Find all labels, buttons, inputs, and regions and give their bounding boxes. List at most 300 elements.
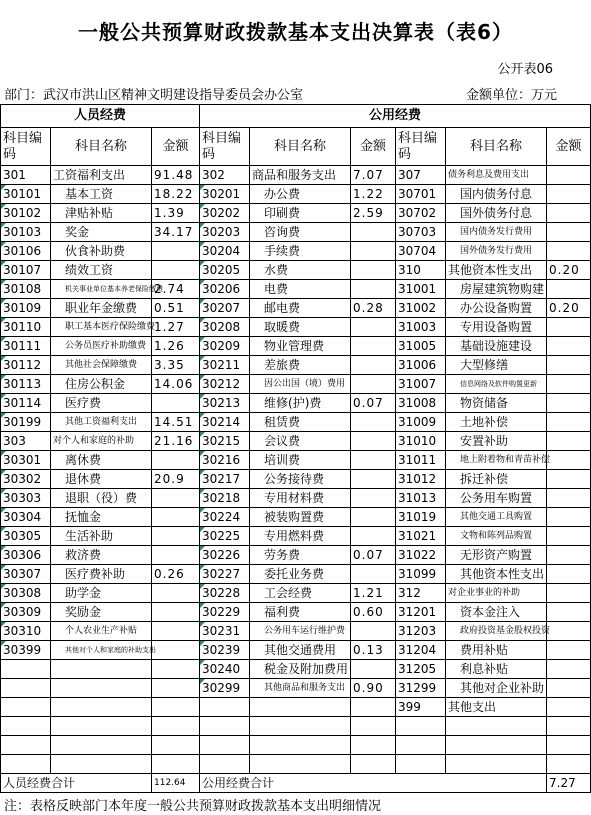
subject-code-cell: 30114 (1, 394, 51, 413)
subject-code-cell: 30702 (396, 204, 446, 223)
subject-code-cell: 31201 (396, 603, 446, 622)
subject-name-cell: 公务用车运行维护费 (250, 622, 351, 641)
subject-name-cell: 对个人和家庭的补助 (51, 432, 152, 451)
subject-name-cell: 文物和陈列品购置 (446, 527, 547, 546)
subject-code-cell: 30208 (200, 318, 250, 337)
subject-code-cell: 30204 (200, 242, 250, 261)
table-row (1, 698, 591, 717)
subject-name-cell: 培训费 (250, 451, 351, 470)
subject-code-cell: 30214 (200, 413, 250, 432)
subject-code-cell: 30306 (1, 546, 51, 565)
amount-cell (152, 679, 200, 698)
subject-name-cell: 印刷费 (250, 204, 351, 223)
amount-cell: 0.20 (547, 299, 591, 318)
subject-code-cell: 30217 (200, 470, 250, 489)
subject-code-cell: 30107 (1, 261, 51, 280)
table-row (1, 375, 591, 394)
subject-name-cell: 办公费 (250, 185, 351, 204)
subject-name-cell: 大型修缮 (446, 356, 547, 375)
name-header: 科目名称 (446, 128, 547, 166)
subject-code-cell: 31021 (396, 527, 446, 546)
subject-code-cell: 30106 (1, 242, 51, 261)
subject-code-cell: 30226 (200, 546, 250, 565)
subject-name-cell: 其他对个人和家庭的补助支出 (51, 641, 152, 660)
amount-cell (351, 698, 396, 717)
subject-name-cell: 咨询费 (250, 223, 351, 242)
subject-name-cell: 机关事业单位基本养老保险缴费 (51, 280, 152, 299)
table-row (1, 527, 591, 546)
name-header: 科目名称 (250, 128, 351, 166)
subject-name-cell: 水费 (250, 261, 351, 280)
amount-cell (547, 527, 591, 546)
subject-name-cell (250, 698, 351, 717)
amount-cell (152, 451, 200, 470)
amount-cell (547, 242, 591, 261)
subject-name-cell: 对企业事业的补助 (446, 584, 547, 603)
amount-cell: 1.39 (152, 204, 200, 223)
subject-name-cell: 物业管理费 (250, 337, 351, 356)
amount-cell (152, 242, 200, 261)
amount-unit-label: 金额单位：万元 (465, 88, 557, 103)
subject-code-cell: 30111 (1, 337, 51, 356)
subject-name-cell: 差旅费 (250, 356, 351, 375)
table-row (1, 432, 591, 451)
subject-name-cell: 职业年金缴费 (51, 299, 152, 318)
subject-code-cell: 30202 (200, 204, 250, 223)
subject-code-cell: 399 (396, 698, 446, 717)
amount-cell (152, 622, 200, 641)
amount-cell (351, 337, 396, 356)
amount-cell: 14.51 (152, 413, 200, 432)
subject-name-cell: 工资福利支出 (51, 166, 152, 185)
subject-name-cell: 医疗费 (51, 394, 152, 413)
amount-cell (547, 223, 591, 242)
amount-cell: 0.07 (351, 394, 396, 413)
subject-code-cell: 31299 (396, 679, 446, 698)
amount-cell: 91.48 (152, 166, 200, 185)
amount-cell (547, 603, 591, 622)
subject-name-cell (51, 660, 152, 679)
code-header: 科目编码 (1, 128, 51, 166)
amount-cell (351, 451, 396, 470)
amount-cell (547, 451, 591, 470)
subject-name-cell: 税金及附加费用 (250, 660, 351, 679)
subject-code-cell: 30203 (200, 223, 250, 242)
amount-cell (152, 584, 200, 603)
subject-code-cell: 310 (396, 261, 446, 280)
subject-code-cell: 30307 (1, 565, 51, 584)
public-section-header: 公用经费 (200, 105, 591, 128)
subject-code-cell: 30305 (1, 527, 51, 546)
table-row (1, 261, 591, 280)
subject-code-cell: 31001 (396, 280, 446, 299)
subject-code-cell (1, 660, 51, 679)
amount-cell: 1.26 (152, 337, 200, 356)
name-header: 科目名称 (51, 128, 152, 166)
subject-name-cell: 费用补贴 (446, 641, 547, 660)
amount-cell (547, 394, 591, 413)
amount-cell (152, 261, 200, 280)
table-row (1, 451, 591, 470)
subject-code-cell: 30703 (396, 223, 446, 242)
blank-row (1, 717, 591, 736)
subject-code-cell: 30103 (1, 223, 51, 242)
table-row (1, 242, 591, 261)
subject-name-cell: 国内债务付息 (446, 185, 547, 204)
subject-code-cell: 30102 (1, 204, 51, 223)
subject-code-cell: 30239 (200, 641, 250, 660)
subject-code-cell: 31008 (396, 394, 446, 413)
amount-cell (152, 660, 200, 679)
amount-cell (152, 641, 200, 660)
subject-code-cell: 30308 (1, 584, 51, 603)
subject-code-cell: 31203 (396, 622, 446, 641)
subject-name-cell: 退休费 (51, 470, 152, 489)
amount-cell (351, 508, 396, 527)
amount-cell (547, 166, 591, 185)
subject-code-cell (1, 698, 51, 717)
subject-code-cell (200, 698, 250, 717)
subject-code-cell: 31005 (396, 337, 446, 356)
subject-name-cell: 职工基本医疗保险缴费 (51, 318, 152, 337)
subject-code-cell: 30211 (200, 356, 250, 375)
subject-code-cell: 31013 (396, 489, 446, 508)
subject-code-cell: 30704 (396, 242, 446, 261)
subject-code-cell: 30209 (200, 337, 250, 356)
table-row (1, 603, 591, 622)
subject-name-cell: 公务接待费 (250, 470, 351, 489)
blank-row (1, 755, 591, 774)
subject-name-cell: 公务用车购置 (446, 489, 547, 508)
subject-name-cell: 资本金注入 (446, 603, 547, 622)
subject-code-cell: 31012 (396, 470, 446, 489)
amount-header: 金额 (351, 128, 396, 166)
subject-code-cell: 307 (396, 166, 446, 185)
subject-name-cell (51, 698, 152, 717)
amount-cell (351, 660, 396, 679)
amount-cell (351, 261, 396, 280)
subject-name-cell: 其他交通工具购置 (446, 508, 547, 527)
subject-code-cell: 30227 (200, 565, 250, 584)
subject-code-cell: 30207 (200, 299, 250, 318)
amount-cell (547, 413, 591, 432)
code-header: 科目编码 (200, 128, 250, 166)
subject-name-cell: 商品和服务支出 (250, 166, 351, 185)
subject-code-cell: 30302 (1, 470, 51, 489)
amount-cell (547, 679, 591, 698)
subject-name-cell: 取暖费 (250, 318, 351, 337)
table-row (1, 280, 591, 299)
subject-code-cell: 30113 (1, 375, 51, 394)
subject-code-cell: 30228 (200, 584, 250, 603)
subject-name-cell (51, 679, 152, 698)
table-row (1, 641, 591, 660)
subject-name-cell: 土地补偿 (446, 413, 547, 432)
subject-name-cell: 其他社会保障缴费 (51, 356, 152, 375)
subject-name-cell: 被装购置费 (250, 508, 351, 527)
amount-cell (351, 622, 396, 641)
table-row (1, 223, 591, 242)
subject-code-cell: 30218 (200, 489, 250, 508)
amount-cell (547, 356, 591, 375)
amount-cell (351, 375, 396, 394)
amount-cell (152, 394, 200, 413)
expenditure-table (0, 104, 591, 793)
subject-name-cell: 福利费 (250, 603, 351, 622)
personnel-section-header: 人员经费 (1, 105, 200, 128)
subject-code-cell: 31010 (396, 432, 446, 451)
amount-cell (547, 432, 591, 451)
column-header-row (1, 128, 591, 166)
subject-code-cell: 31205 (396, 660, 446, 679)
subject-name-cell: 工会经费 (250, 584, 351, 603)
subject-name-cell: 公务员医疗补助缴费 (51, 337, 152, 356)
subject-code-cell: 30701 (396, 185, 446, 204)
subject-code-cell: 30224 (200, 508, 250, 527)
subject-name-cell: 会议费 (250, 432, 351, 451)
subject-name-cell: 房屋建筑物购建 (446, 280, 547, 299)
subject-name-cell: 个人农业生产补贴 (51, 622, 152, 641)
subject-code-cell: 30399 (1, 641, 51, 660)
amount-cell: 0.13 (351, 641, 396, 660)
subject-code-cell: 30299 (200, 679, 250, 698)
amount-cell (351, 489, 396, 508)
code-header: 科目编码 (396, 128, 446, 166)
amount-cell: 1.22 (351, 185, 396, 204)
subject-code-cell: 30213 (200, 394, 250, 413)
subject-name-cell: 因公出国（境）费用 (250, 375, 351, 394)
subject-code-cell: 30215 (200, 432, 250, 451)
subject-code-cell: 30110 (1, 318, 51, 337)
subject-name-cell: 国外债务付息 (446, 204, 547, 223)
subject-name-cell: 助学金 (51, 584, 152, 603)
table-row (1, 356, 591, 375)
subject-code-cell: 31204 (396, 641, 446, 660)
amount-cell: 0.60 (351, 603, 396, 622)
amount-cell (152, 546, 200, 565)
form-number: 公开表06 (497, 62, 553, 77)
amount-cell (351, 318, 396, 337)
amount-cell: 0.51 (152, 299, 200, 318)
table-row (1, 565, 591, 584)
page-title: 一般公共预算财政拨款基本支出决算表（表6） (78, 20, 513, 44)
amount-cell (547, 470, 591, 489)
amount-cell: 34.17 (152, 223, 200, 242)
subject-name-cell: 手续费 (250, 242, 351, 261)
subject-name-cell: 政府投资基金股权投资 (446, 622, 547, 641)
subject-code-cell: 31007 (396, 375, 446, 394)
subject-name-cell: 无形资产购置 (446, 546, 547, 565)
subject-name-cell: 电费 (250, 280, 351, 299)
table-row (1, 508, 591, 527)
subject-name-cell: 债务利息及费用支出 (446, 166, 547, 185)
table-row (1, 470, 591, 489)
subject-name-cell: 其他商品和服务支出 (250, 679, 351, 698)
subject-name-cell: 住房公积金 (51, 375, 152, 394)
subject-name-cell: 劳务费 (250, 546, 351, 565)
amount-cell (547, 584, 591, 603)
totals-row (1, 774, 591, 793)
subject-name-cell: 生活补助 (51, 527, 152, 546)
personnel-total-label: 人员经费合计 (1, 774, 152, 793)
amount-cell (547, 337, 591, 356)
subject-name-cell: 离休费 (51, 451, 152, 470)
amount-cell: 3.35 (152, 356, 200, 375)
table-row (1, 413, 591, 432)
amount-cell (152, 527, 200, 546)
table-row (1, 166, 591, 185)
subject-name-cell: 救济费 (51, 546, 152, 565)
table-row (1, 299, 591, 318)
subject-name-cell: 信息网络及软件购置更新 (446, 375, 547, 394)
amount-cell (547, 280, 591, 299)
section-header-row (1, 105, 591, 128)
subject-code-cell: 31019 (396, 508, 446, 527)
amount-cell: 0.90 (351, 679, 396, 698)
subject-code-cell: 30216 (200, 451, 250, 470)
amount-cell: 1.21 (351, 584, 396, 603)
subject-code-cell: 312 (396, 584, 446, 603)
amount-cell: 7.07 (351, 166, 396, 185)
subject-name-cell: 抚恤金 (51, 508, 152, 527)
amount-cell: 2.74 (152, 280, 200, 299)
subject-code-cell: 31011 (396, 451, 446, 470)
amount-cell (152, 489, 200, 508)
subject-name-cell: 利息补贴 (446, 660, 547, 679)
table-row (1, 660, 591, 679)
amount-cell (547, 375, 591, 394)
subject-code-cell: 30310 (1, 622, 51, 641)
subject-name-cell: 绩效工资 (51, 261, 152, 280)
amount-cell (547, 508, 591, 527)
subject-name-cell: 其他对企业补助 (446, 679, 547, 698)
subject-name-cell: 安置补助 (446, 432, 547, 451)
subject-code-cell: 30229 (200, 603, 250, 622)
amount-cell (351, 223, 396, 242)
subject-code-cell: 30225 (200, 527, 250, 546)
subject-name-cell: 医疗费补助 (51, 565, 152, 584)
subject-name-cell: 委托业务费 (250, 565, 351, 584)
personnel-total-amount: 112.64 (152, 774, 200, 793)
subject-code-cell: 302 (200, 166, 250, 185)
subject-name-cell: 办公设备购置 (446, 299, 547, 318)
subject-name-cell: 其他资本性支出 (446, 565, 547, 584)
amount-cell (152, 698, 200, 717)
amount-cell (351, 413, 396, 432)
subject-code-cell: 30206 (200, 280, 250, 299)
subject-name-cell: 物资储备 (446, 394, 547, 413)
amount-cell (547, 318, 591, 337)
department-label: 部门：武汉市洪山区精神文明建设指导委员会办公室 (4, 88, 304, 103)
subject-name-cell: 专用设备购置 (446, 318, 547, 337)
subject-name-cell: 其他交通费用 (250, 641, 351, 660)
amount-cell: 2.59 (351, 204, 396, 223)
amount-cell: 0.07 (351, 546, 396, 565)
table-row (1, 185, 591, 204)
amount-cell (547, 546, 591, 565)
amount-cell (547, 489, 591, 508)
public-total-amount: 7.27 (547, 774, 591, 793)
amount-header: 金额 (152, 128, 200, 166)
subject-name-cell: 其他资本性支出 (446, 261, 547, 280)
amount-cell (547, 204, 591, 223)
subject-code-cell: 31003 (396, 318, 446, 337)
amount-cell (547, 698, 591, 717)
amount-cell (547, 565, 591, 584)
subject-code-cell: 30101 (1, 185, 51, 204)
amount-cell: 0.28 (351, 299, 396, 318)
subject-code-cell: 30108 (1, 280, 51, 299)
subject-code-cell: 301 (1, 166, 51, 185)
amount-cell (351, 432, 396, 451)
subject-code-cell: 30112 (1, 356, 51, 375)
table-row (1, 679, 591, 698)
table-row (1, 318, 591, 337)
subject-code-cell: 31006 (396, 356, 446, 375)
subject-name-cell: 其他支出 (446, 698, 547, 717)
subject-code-cell: 30109 (1, 299, 51, 318)
subject-name-cell: 维修(护)费 (250, 394, 351, 413)
subject-code-cell: 30231 (200, 622, 250, 641)
subject-name-cell: 奖金 (51, 223, 152, 242)
subject-name-cell: 其他工资福利支出 (51, 413, 152, 432)
subject-name-cell: 基础设施建设 (446, 337, 547, 356)
subject-code-cell: 303 (1, 432, 51, 451)
amount-cell (152, 508, 200, 527)
amount-cell (351, 527, 396, 546)
amount-cell (351, 470, 396, 489)
subject-code-cell: 31099 (396, 565, 446, 584)
subject-code-cell: 30304 (1, 508, 51, 527)
amount-cell (547, 641, 591, 660)
table-row (1, 204, 591, 223)
amount-cell (547, 185, 591, 204)
subject-name-cell: 伙食补助费 (51, 242, 152, 261)
subject-name-cell: 地上附着物和青苗补偿 (446, 451, 547, 470)
subject-code-cell: 30240 (200, 660, 250, 679)
table-row (1, 584, 591, 603)
subject-name-cell: 奖励金 (51, 603, 152, 622)
amount-cell (152, 603, 200, 622)
public-total-label: 公用经费合计 (200, 774, 547, 793)
subject-name-cell: 邮电费 (250, 299, 351, 318)
amount-cell (351, 242, 396, 261)
table-row (1, 546, 591, 565)
subject-name-cell: 津贴补贴 (51, 204, 152, 223)
amount-cell: 0.20 (547, 261, 591, 280)
subject-name-cell: 基本工资 (51, 185, 152, 204)
subject-code-cell: 30205 (200, 261, 250, 280)
table-row (1, 489, 591, 508)
subject-name-cell: 国内债务发行费用 (446, 223, 547, 242)
amount-cell (351, 280, 396, 299)
subject-code-cell (1, 679, 51, 698)
subject-code-cell: 30201 (200, 185, 250, 204)
subject-name-cell: 专用燃料费 (250, 527, 351, 546)
amount-header: 金额 (547, 128, 591, 166)
amount-cell: 14.06 (152, 375, 200, 394)
subject-name-cell: 拆迁补偿 (446, 470, 547, 489)
subject-code-cell: 30212 (200, 375, 250, 394)
amount-cell (351, 356, 396, 375)
subject-name-cell: 退职（役）费 (51, 489, 152, 508)
footnote: 注：表格反映部门本年度一般公共预算财政拨款基本支出明细情况 (4, 799, 382, 814)
subject-name-cell: 国外债务发行费用 (446, 242, 547, 261)
amount-cell: 20.9 (152, 470, 200, 489)
subject-name-cell: 租赁费 (250, 413, 351, 432)
table-row (1, 394, 591, 413)
subject-code-cell: 30303 (1, 489, 51, 508)
